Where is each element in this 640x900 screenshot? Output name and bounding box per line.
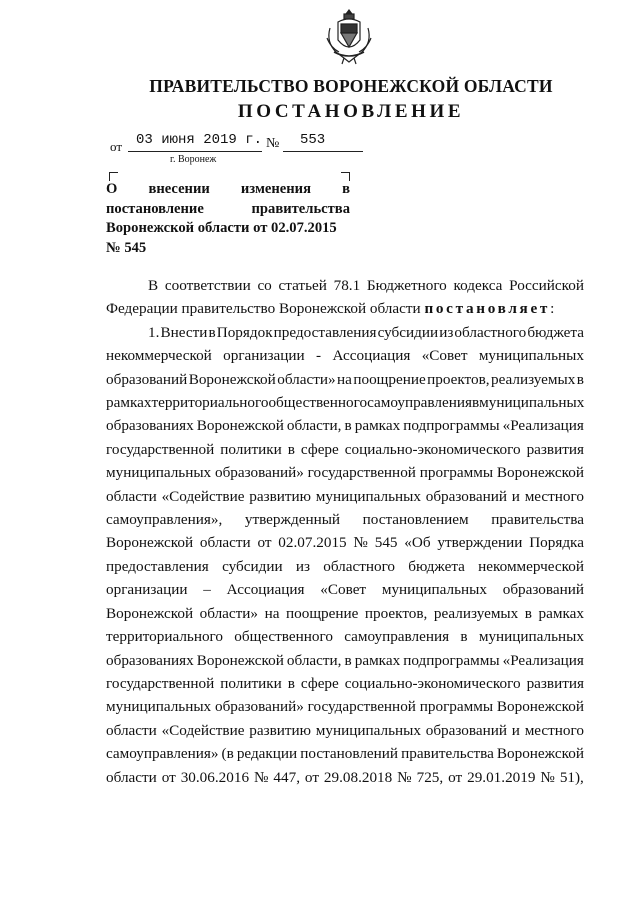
date-prefix: от — [110, 139, 123, 154]
word: политики — [220, 440, 282, 458]
paragraph-line — [106, 438, 584, 461]
word: правительства — [251, 200, 350, 217]
organization-title: ПРАВИТЕЛЬСТВО ВОРОНЕЖСКОЙ ОБЛАСТИ — [149, 76, 553, 96]
word: государственной — [307, 698, 416, 716]
word: организации — [223, 347, 305, 365]
paragraph-line — [106, 414, 584, 437]
paragraph-1 — [106, 321, 584, 789]
word: области — [199, 534, 251, 552]
word: «Об — [404, 534, 431, 552]
word: редакции — [236, 745, 298, 763]
word: В — [148, 277, 159, 294]
word: «Совет — [421, 347, 468, 365]
subject-line: № 545 — [106, 239, 147, 256]
word: в — [344, 651, 352, 669]
word: Воронежской — [106, 534, 194, 552]
paragraph-line — [106, 578, 584, 601]
word: сфере — [300, 674, 339, 692]
word: самоуправления», — [106, 511, 223, 529]
word: на — [264, 604, 280, 622]
word: постановление — [106, 200, 204, 217]
word: областного — [323, 557, 396, 575]
word: Ассоциация — [332, 347, 411, 365]
word: образований — [502, 581, 584, 599]
word: - — [316, 347, 322, 365]
word: области, — [286, 651, 342, 669]
word: соответствии — [164, 277, 251, 294]
word: в — [576, 370, 584, 388]
word: «Содействие — [161, 721, 245, 739]
paragraph-line — [106, 625, 584, 648]
word: некоммерческой — [478, 557, 584, 575]
word: реализуемых — [433, 604, 519, 622]
word: областного — [454, 323, 527, 341]
paragraph-line — [106, 602, 584, 625]
word: политики — [220, 674, 282, 692]
word: муниципальных — [106, 464, 212, 482]
word: от — [257, 534, 272, 552]
word: развитию — [249, 721, 311, 739]
coat-of-arms-icon — [324, 8, 374, 66]
paragraph-line — [106, 766, 584, 789]
paragraph-line — [106, 274, 584, 297]
word: общественного — [234, 628, 333, 646]
word: образований — [425, 721, 507, 739]
paragraph-line — [106, 742, 584, 765]
word: реализуемых — [490, 370, 576, 388]
word: «Реализация — [502, 651, 584, 669]
document-number: 553 — [300, 132, 326, 148]
resolution-verb: постановляет — [424, 300, 551, 318]
word: 02.07.2015 — [278, 534, 347, 552]
word: проектов, — [364, 604, 428, 622]
word: муниципальных — [315, 721, 421, 739]
subject-line: Воронежской области от 02.07.2015 — [106, 220, 337, 236]
paragraph-line — [106, 531, 584, 554]
subject-line — [106, 180, 350, 200]
subject-line — [106, 200, 350, 220]
word: 447, — [273, 768, 300, 786]
word: области — [106, 487, 157, 505]
paragraph-line — [106, 368, 584, 391]
word: подпрограммы — [403, 417, 500, 435]
word: рамках — [538, 604, 584, 622]
word: в — [342, 181, 350, 197]
word: муниципальных — [478, 628, 584, 646]
paragraph-line — [106, 297, 584, 320]
word: программы — [419, 698, 494, 716]
word: бюджета — [408, 557, 465, 575]
word: государственной — [307, 464, 416, 482]
word: Воронежской — [496, 464, 584, 482]
word: 51), — [559, 768, 584, 786]
word: на — [337, 370, 352, 388]
word: рамках — [354, 417, 401, 435]
word: № — [397, 768, 412, 786]
word: в — [287, 440, 295, 458]
document-date: 03 июня 2019 г. — [136, 132, 263, 148]
word: постановлением — [362, 511, 469, 529]
word: развитию — [249, 487, 311, 505]
word: в — [471, 394, 480, 412]
word: (в — [221, 745, 234, 763]
word: 29.08.2018 — [323, 768, 393, 786]
word: № — [253, 768, 269, 786]
word: некоммерческой — [106, 347, 212, 365]
word: муниципальных — [479, 394, 585, 412]
word: образованиях — [106, 417, 194, 435]
word: Внести — [160, 323, 208, 341]
word: Порядка — [529, 534, 584, 552]
word: общественного — [268, 394, 368, 412]
word: Бюджетного — [366, 277, 447, 294]
paragraph-line — [106, 344, 584, 367]
word: проектов, — [427, 370, 490, 388]
word: области — [106, 768, 157, 786]
word: 725, — [416, 768, 444, 786]
word: образований» — [214, 698, 304, 716]
word: территориального — [151, 394, 269, 412]
word: изменения — [240, 181, 311, 197]
paragraph-line — [106, 555, 584, 578]
word: правительства — [491, 511, 584, 529]
word: развития — [526, 440, 584, 458]
word: местного — [524, 721, 584, 739]
word: внесении — [148, 181, 210, 197]
document-subject — [106, 180, 350, 258]
word: в — [208, 323, 216, 341]
word: области» — [199, 604, 259, 622]
word: муниципальных — [315, 487, 421, 505]
word: О — [106, 181, 118, 197]
word: области, — [286, 417, 342, 435]
paragraph-line — [106, 695, 584, 718]
word: кодекса — [453, 277, 503, 294]
body-text: : — [550, 300, 555, 318]
word: из — [295, 557, 310, 575]
word: предоставления — [273, 323, 377, 341]
word: в — [287, 674, 295, 692]
word: со — [257, 277, 272, 294]
word: субсидии — [222, 557, 283, 575]
word: муниципальных — [106, 698, 212, 716]
paragraph-line — [106, 672, 584, 695]
word: Воронежской — [188, 370, 276, 388]
paragraph-line — [106, 391, 584, 414]
word: Порядок — [216, 323, 273, 341]
word: постановлений — [300, 745, 399, 763]
word: 29.01.2019 — [467, 768, 536, 786]
word: «Совет — [320, 581, 367, 599]
word: от — [304, 768, 319, 786]
word: области» — [277, 370, 336, 388]
word: от — [161, 768, 176, 786]
word: в — [344, 417, 352, 435]
word: государственной — [106, 440, 215, 458]
word: рамках — [354, 651, 401, 669]
word: Ассоциация — [226, 581, 305, 599]
word: утвержденный — [244, 511, 341, 529]
word: государственной — [106, 674, 215, 692]
word: Воронежской — [496, 698, 584, 716]
word: бюджета — [527, 323, 584, 341]
word: поощрение — [286, 604, 359, 622]
word: образований — [425, 487, 507, 505]
word: образований — [106, 370, 188, 388]
word: в — [460, 628, 468, 646]
word: 78.1 — [333, 277, 361, 294]
word: муниципальных — [478, 347, 584, 365]
word: самоуправления» — [106, 745, 219, 763]
word: Воронежской — [496, 745, 584, 763]
word: организации — [106, 581, 188, 599]
word: и — [511, 721, 520, 739]
word: 545 — [374, 534, 398, 552]
word: местного — [524, 487, 584, 505]
word: территориального — [106, 628, 223, 646]
word: образований» — [214, 464, 304, 482]
word: 1. — [148, 323, 160, 341]
word: области — [106, 721, 157, 739]
word: № — [540, 768, 555, 786]
word: и — [511, 487, 520, 505]
paragraph-line — [106, 485, 584, 508]
number-prefix: № — [266, 136, 280, 151]
word: самоуправления — [367, 394, 472, 412]
word: 30.06.2016 — [180, 768, 250, 786]
word: развития — [526, 674, 584, 692]
word: в — [524, 604, 532, 622]
word: № — [353, 534, 368, 552]
word: сфере — [300, 440, 339, 458]
number-underline — [283, 151, 363, 152]
word: правительства — [401, 745, 494, 763]
word: – — [203, 581, 211, 599]
word: из — [439, 323, 454, 341]
document-body — [106, 274, 584, 789]
word: предоставления — [106, 557, 209, 575]
word: от — [448, 768, 463, 786]
word: Воронежской — [106, 604, 194, 622]
body-text: Федерации правительство Воронежской области — [106, 300, 425, 318]
paragraph-line — [106, 719, 584, 742]
document-type-title: ПОСТАНОВЛЕНИЕ — [237, 101, 465, 122]
word: Российской — [509, 277, 584, 294]
word: программы — [419, 464, 494, 482]
word: самоуправления — [344, 628, 450, 646]
word: социально-экономического — [344, 674, 521, 692]
word: поощрение — [353, 370, 426, 388]
word: социально-экономического — [344, 440, 521, 458]
word: утверждении — [437, 534, 523, 552]
word: субсидии — [377, 323, 439, 341]
word: Воронежской — [196, 651, 284, 669]
word: рамках — [106, 394, 152, 412]
word: «Содействие — [161, 487, 245, 505]
paragraph-line — [106, 321, 584, 344]
word: статьей — [278, 277, 327, 294]
word: образованиях — [106, 651, 194, 669]
paragraph-line — [106, 649, 584, 672]
word: «Реализация — [502, 417, 584, 435]
city-name: г. Воронеж — [170, 154, 217, 165]
word: муниципальных — [381, 581, 487, 599]
word: подпрограммы — [403, 651, 500, 669]
date-underline — [128, 151, 262, 152]
paragraph-line — [106, 461, 584, 484]
word: Воронежской — [196, 417, 284, 435]
paragraph-line — [106, 508, 584, 531]
